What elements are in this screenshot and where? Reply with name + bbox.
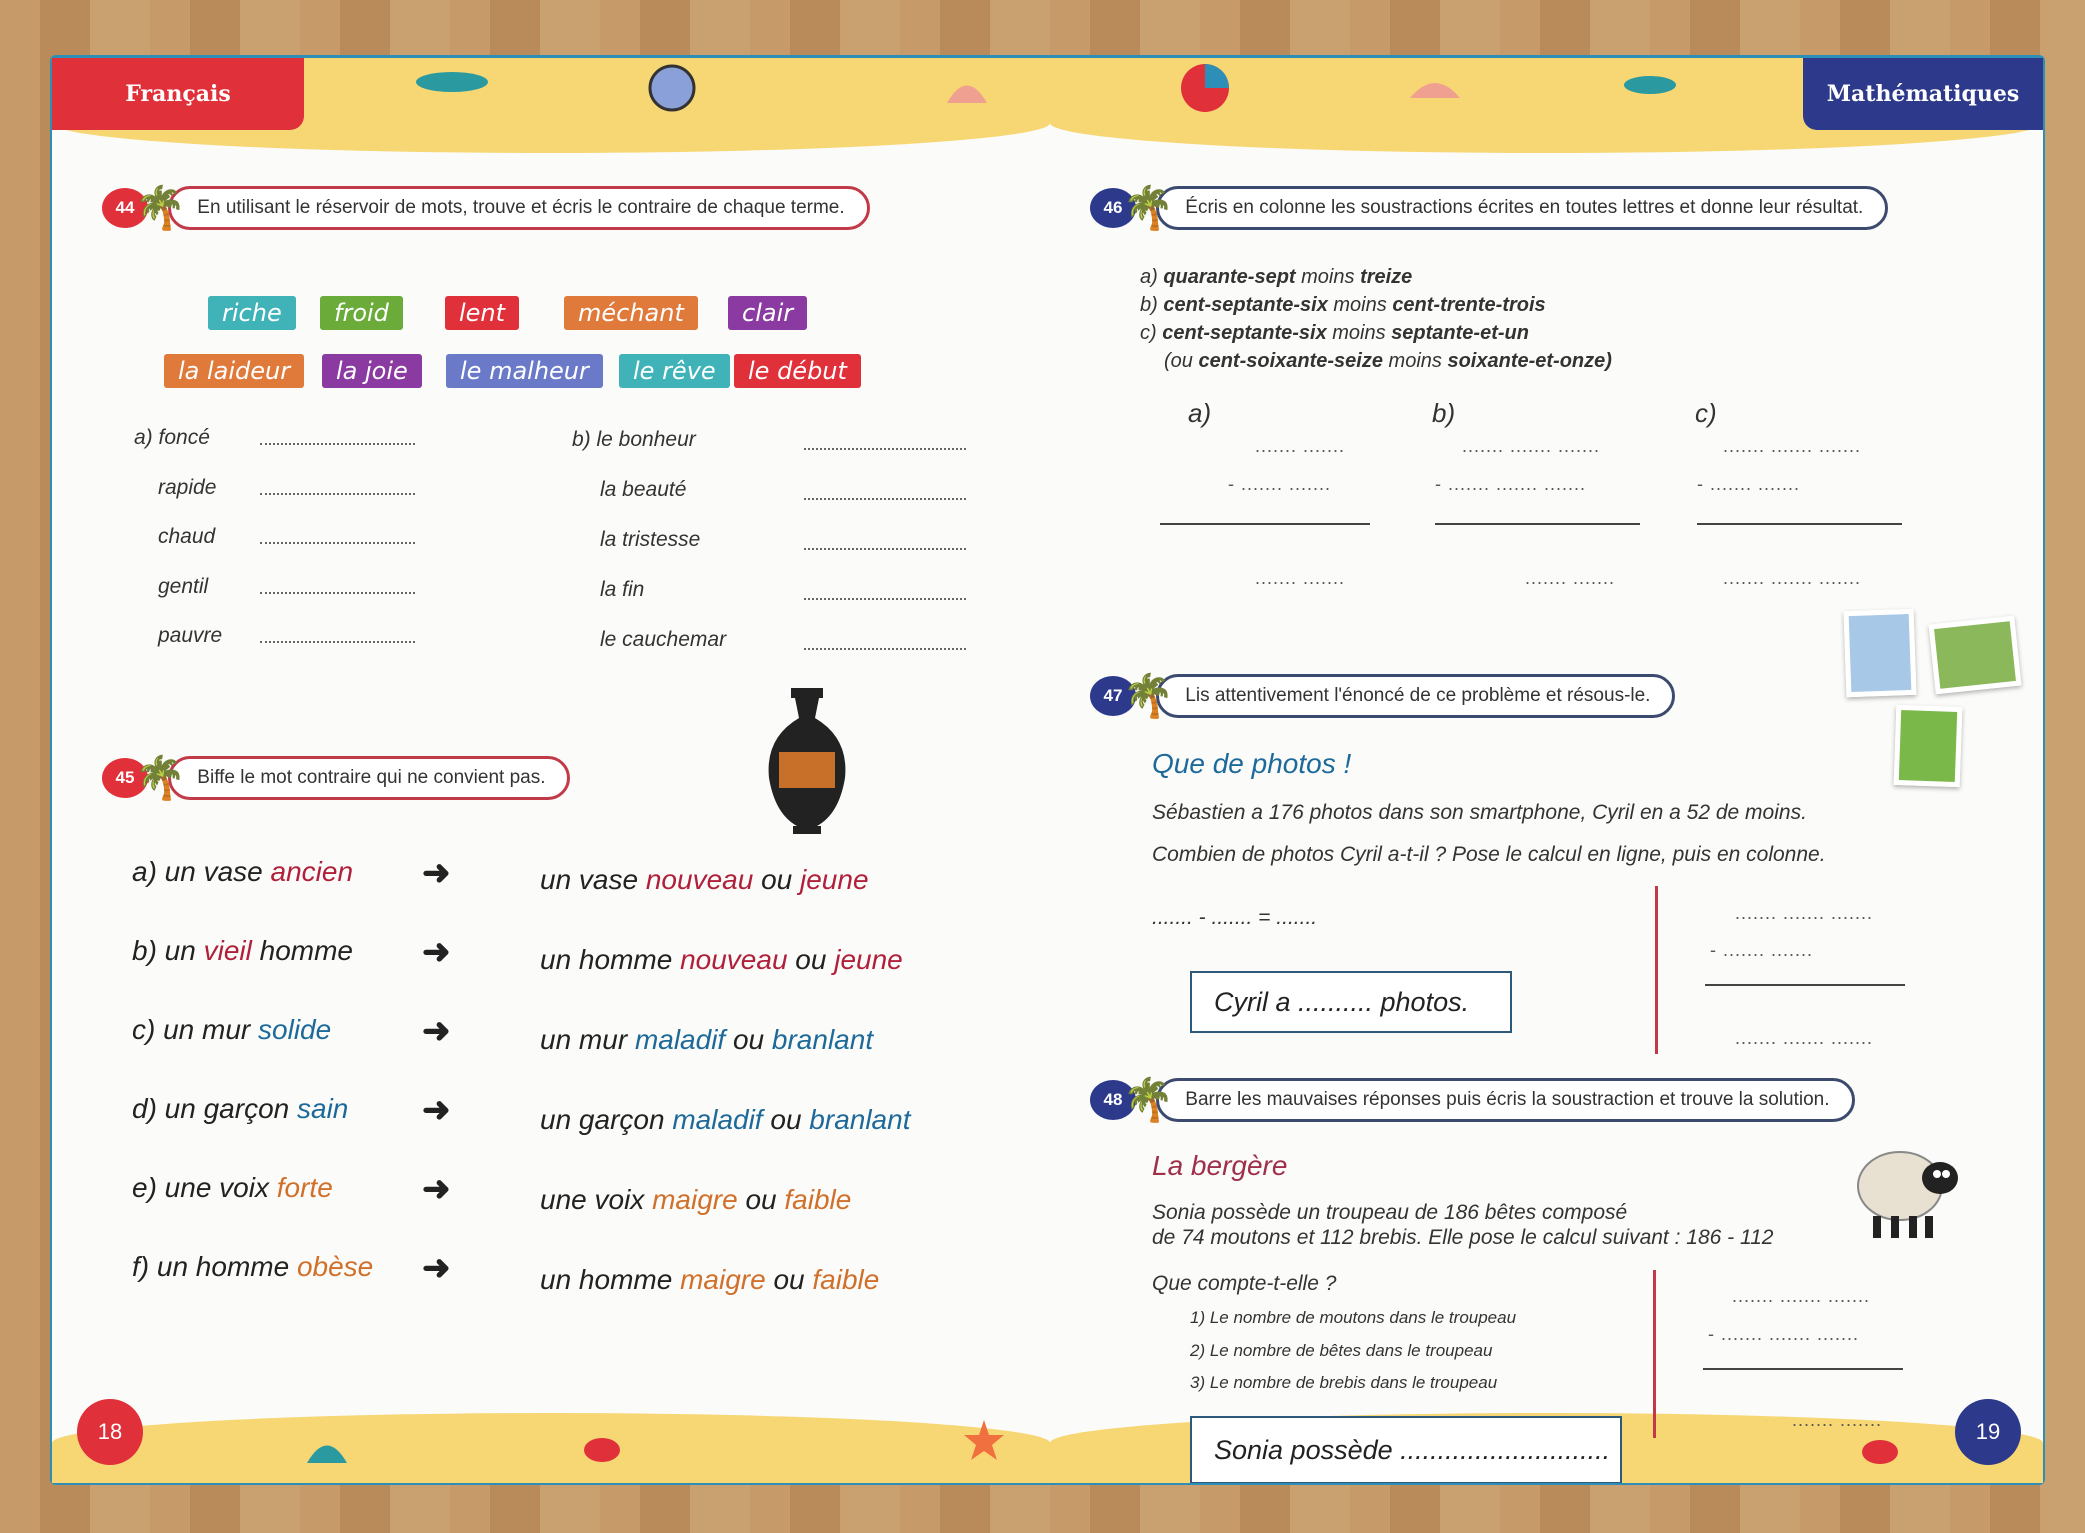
number-in-words: quarante-sept: [1163, 266, 1296, 288]
problem-text: Sonia possède un troupeau de 186 bêtes composé: [1152, 1201, 1628, 1224]
column-label: b): [1432, 398, 1456, 428]
choice-text: un mur: [540, 1024, 635, 1055]
subtraction-statement: [1140, 322, 1529, 345]
word-to-oppose: pauvre: [158, 624, 223, 647]
column-separator: [1653, 1270, 1656, 1438]
number-in-words: soixante-et-onze): [1447, 350, 1612, 372]
answer-line[interactable]: [260, 641, 415, 643]
answer-line[interactable]: [804, 448, 966, 450]
shell-icon: [942, 68, 992, 108]
column-label: a): [1188, 398, 1212, 428]
problem-text: Combien de photos Cyril a-t-il ? Pose le calcul en ligne, puis en colonne.: [1152, 843, 1826, 866]
subject-tab-francais: Français: [52, 58, 304, 130]
problem-title: La bergère: [1152, 1150, 1288, 1181]
exercise-number: 45: [102, 758, 148, 798]
number-in-words: cent-soixante-seize: [1198, 350, 1383, 372]
subtraction-statement: [1140, 294, 1546, 317]
family-photo-icon: [1844, 609, 1917, 697]
result-line: [1697, 523, 1902, 525]
choice-word[interactable]: maigre: [680, 1264, 766, 1295]
exercise-number: 47: [1090, 676, 1136, 716]
subject-tab-mathematiques: Mathématiques: [1803, 58, 2043, 130]
exercise-48-header: [1090, 1078, 1855, 1122]
choice-or: ou: [762, 1104, 810, 1135]
result-line: [1703, 1368, 1903, 1370]
answer-line[interactable]: [804, 598, 966, 600]
digit-placeholder[interactable]: ....... .......: [1792, 1410, 1883, 1430]
choice-or: ou: [765, 1264, 813, 1295]
exercise-instruction: En utilisant le réservoir de mots, trouve et écris le contraire de chaque terme.: [168, 186, 869, 230]
choice-text: un garçon: [540, 1104, 673, 1135]
snorkel-mask-icon: [642, 58, 712, 118]
palm-tree-icon: 🌴: [1122, 1076, 1175, 1123]
digit-placeholder[interactable]: ....... ....... .......: [1723, 436, 1862, 456]
problem-text: de 74 moutons et 112 brebis. Elle pose le calcul suivant : 186 - 112: [1152, 1226, 1774, 1249]
word-bank-tag: le rêve: [619, 354, 730, 388]
arrow-right-icon: ➜: [422, 1012, 451, 1050]
statement-label: a): [1140, 266, 1164, 288]
word-bank-tag: le malheur: [446, 354, 603, 388]
choice-word[interactable]: nouveau: [645, 864, 754, 895]
exercise-number: 44: [102, 188, 148, 228]
answer-line[interactable]: [260, 542, 415, 544]
digit-placeholder[interactable]: - ....... .......: [1228, 474, 1332, 494]
word-bank-tag: le début: [734, 354, 861, 388]
exercise-instruction: Lis attentivement l'énoncé de ce problème et résous-le.: [1156, 674, 1675, 718]
choice-text: un homme: [540, 944, 681, 975]
left-page: [52, 58, 1050, 1483]
answer-line[interactable]: [804, 498, 966, 500]
word-to-oppose: la tristesse: [600, 528, 701, 551]
arrow-right-icon: ➜: [422, 854, 451, 892]
word-to-oppose: b) le bonheur: [572, 428, 696, 451]
word-to-oppose: la fin: [600, 578, 645, 601]
palm-tree-icon: 🌴: [1122, 672, 1175, 719]
key-word: ancien: [270, 856, 354, 887]
exercise-number: 46: [1090, 188, 1136, 228]
phrase-text: d) un garçon: [132, 1093, 297, 1124]
answer-line[interactable]: [804, 548, 966, 550]
number-in-words: cent-septante-six: [1162, 322, 1327, 344]
problem-question: Que compte-t-elle ?: [1152, 1272, 1337, 1295]
choice-word[interactable]: faible: [812, 1264, 880, 1295]
answer-option[interactable]: 1) Le nombre de moutons dans le troupeau: [1190, 1308, 1517, 1327]
choice-or: ou: [787, 944, 835, 975]
answer-option[interactable]: 2) Le nombre de bêtes dans le troupeau: [1190, 1341, 1493, 1360]
problem-title: Que de photos !: [1152, 748, 1352, 779]
word-bank-tag: la joie: [322, 354, 422, 388]
digit-placeholder[interactable]: - ....... .......: [1710, 940, 1814, 960]
exercise-instruction: Barre les mauvaises réponses puis écris la soustraction et trouve la solution.: [1156, 1078, 1854, 1122]
word-to-oppose: gentil: [158, 575, 209, 598]
digit-placeholder[interactable]: ....... .......: [1525, 568, 1616, 588]
key-word: sain: [297, 1093, 349, 1124]
exercise-47-header: [1090, 674, 1675, 718]
column-separator: [1655, 886, 1658, 1054]
statement-label: (ou: [1164, 350, 1199, 372]
exercise-instruction: Écris en colonne les soustractions écrites en toutes lettres et donne leur résultat.: [1156, 186, 1888, 230]
choice-word[interactable]: branlant: [809, 1104, 911, 1135]
page-number: 19: [1955, 1399, 2021, 1465]
digit-placeholder[interactable]: ....... .......: [1255, 568, 1346, 588]
phrase-text: homme: [251, 935, 353, 966]
arrow-right-icon: ➜: [422, 1249, 451, 1287]
crab-icon: [1855, 1430, 1905, 1470]
word-bank-tag: riche: [208, 296, 296, 330]
beach-ball-icon: [1175, 58, 1255, 118]
shell-icon: [1405, 68, 1465, 104]
exercise-46-header: [1090, 186, 1888, 230]
choice-c: [540, 1024, 873, 1056]
word-to-oppose: a) foncé: [134, 426, 210, 449]
choice-word[interactable]: maladif: [634, 1024, 726, 1055]
digit-placeholder[interactable]: ....... ....... .......: [1735, 903, 1874, 923]
digit-placeholder[interactable]: ....... ....... .......: [1462, 436, 1601, 456]
choice-word[interactable]: jeune: [800, 864, 869, 895]
operator-word: moins: [1327, 294, 1393, 316]
phrase-f: [132, 1251, 373, 1283]
flip-flop-icon: [1620, 70, 1680, 100]
result-line: [1435, 523, 1640, 525]
palm-tree-icon: 🌴: [134, 754, 187, 801]
digit-placeholder[interactable]: - ....... ....... .......: [1435, 474, 1587, 494]
choice-d: [540, 1104, 910, 1136]
choice-word[interactable]: faible: [784, 1184, 852, 1215]
digit-placeholder[interactable]: - ....... .......: [1697, 474, 1801, 494]
flip-flop-icon: [412, 64, 492, 100]
choice-text: un vase: [540, 864, 646, 895]
arrow-right-icon: ➜: [422, 1091, 451, 1129]
subtraction-statement: [1140, 266, 1412, 289]
column-label: c): [1695, 398, 1717, 428]
choice-word[interactable]: maladif: [672, 1104, 763, 1135]
answer-option[interactable]: 3) Le nombre de brebis dans le troupeau: [1190, 1373, 1498, 1392]
digit-placeholder[interactable]: ....... ....... .......: [1735, 1028, 1874, 1048]
result-line: [1160, 523, 1370, 525]
word-bank-tag: froid: [320, 296, 403, 330]
phrase-text: f) un homme: [132, 1251, 297, 1282]
phrase-a: [132, 856, 353, 888]
choice-or: ou: [753, 864, 800, 895]
family-photo-icon: [1894, 705, 1963, 787]
statement-label: c): [1140, 322, 1163, 344]
subtraction-statement: [1164, 350, 1612, 373]
phrase-text: a) un vase: [132, 856, 271, 887]
choice-word[interactable]: maigre: [652, 1184, 738, 1215]
choice-word[interactable]: branlant: [771, 1024, 874, 1055]
phrase-b: [132, 935, 353, 967]
crab-icon: [577, 1428, 627, 1468]
choice-a: [540, 864, 869, 896]
family-photo-icon: [1929, 616, 2022, 695]
answer-box[interactable]: Sonia possède ............................: [1190, 1416, 1622, 1483]
digit-placeholder[interactable]: ....... ....... .......: [1723, 568, 1862, 588]
phrase-c: [132, 1014, 331, 1046]
operator-word: moins: [1295, 266, 1361, 288]
answer-line[interactable]: [260, 443, 415, 445]
operator-word: moins: [1382, 350, 1448, 372]
result-line: [1705, 984, 1905, 986]
starfish-icon: [962, 1418, 1006, 1462]
exercise-45-header: [102, 756, 570, 800]
inline-calculation[interactable]: ....... - ....... = .......: [1152, 906, 1318, 929]
choice-word[interactable]: jeune: [834, 944, 903, 975]
choice-word[interactable]: nouveau: [680, 944, 788, 975]
number-in-words: septante-et-un: [1391, 322, 1529, 344]
digit-placeholder[interactable]: ....... .......: [1255, 436, 1346, 456]
exercise-number: 48: [1090, 1080, 1136, 1120]
word-to-oppose: rapide: [158, 476, 217, 499]
word-bank-tag: méchant: [564, 296, 698, 330]
phrase-e: [132, 1172, 333, 1204]
palm-tree-icon: 🌴: [134, 184, 187, 231]
word-to-oppose: le cauchemar: [600, 628, 727, 651]
word-bank-tag: clair: [728, 296, 807, 330]
key-word: solide: [258, 1014, 332, 1045]
arrow-right-icon: ➜: [422, 933, 451, 971]
phrase-text: e) une voix: [132, 1172, 277, 1203]
digit-placeholder[interactable]: - ....... ....... .......: [1708, 1324, 1860, 1344]
phrase-text: c) un mur: [132, 1014, 259, 1045]
page-number: 18: [77, 1399, 143, 1465]
phrase-text: b) un: [132, 935, 204, 966]
answer-line[interactable]: [804, 648, 966, 650]
choice-b: [540, 944, 903, 976]
arrow-right-icon: ➜: [422, 1170, 451, 1208]
exercise-instruction: Biffe le mot contraire qui ne convient pas.: [168, 756, 570, 800]
answer-box[interactable]: Cyril a .......... photos.: [1190, 971, 1512, 1033]
word-bank-tag: lent: [445, 296, 519, 330]
operator-word: moins: [1326, 322, 1392, 344]
key-word: obèse: [296, 1251, 374, 1282]
answer-line[interactable]: [260, 592, 415, 594]
digit-placeholder[interactable]: ....... ....... .......: [1732, 1286, 1871, 1306]
choice-or: ou: [725, 1024, 772, 1055]
word-bank-tag: la laideur: [164, 354, 304, 388]
word-to-oppose: chaud: [158, 525, 216, 548]
key-word: vieil: [203, 935, 252, 966]
right-page: [1050, 58, 2043, 1483]
greek-vase-icon: [757, 686, 857, 836]
answer-line[interactable]: [260, 493, 415, 495]
choice-text: une voix: [540, 1184, 653, 1215]
statement-label: b): [1140, 294, 1164, 316]
problem-text: Sébastien a 176 photos dans son smartphone, Cyril en a 52 de moins.: [1152, 801, 1807, 824]
sand-footer: [52, 1413, 1050, 1483]
phrase-d: [132, 1093, 348, 1125]
choice-or: ou: [737, 1184, 785, 1215]
number-in-words: cent-septante-six: [1163, 294, 1328, 316]
shell-icon: [302, 1428, 352, 1468]
key-word: forte: [276, 1172, 333, 1203]
choice-text: un homme: [540, 1264, 681, 1295]
choice-e: [540, 1184, 851, 1216]
choice-f: [540, 1264, 879, 1296]
word-to-oppose: la beauté: [600, 478, 687, 501]
number-in-words: cent-trente-trois: [1392, 294, 1546, 316]
number-in-words: treize: [1360, 266, 1413, 288]
exercise-44-header: [102, 186, 870, 230]
sheep-icon: [1845, 1136, 1965, 1246]
palm-tree-icon: 🌴: [1122, 184, 1175, 231]
